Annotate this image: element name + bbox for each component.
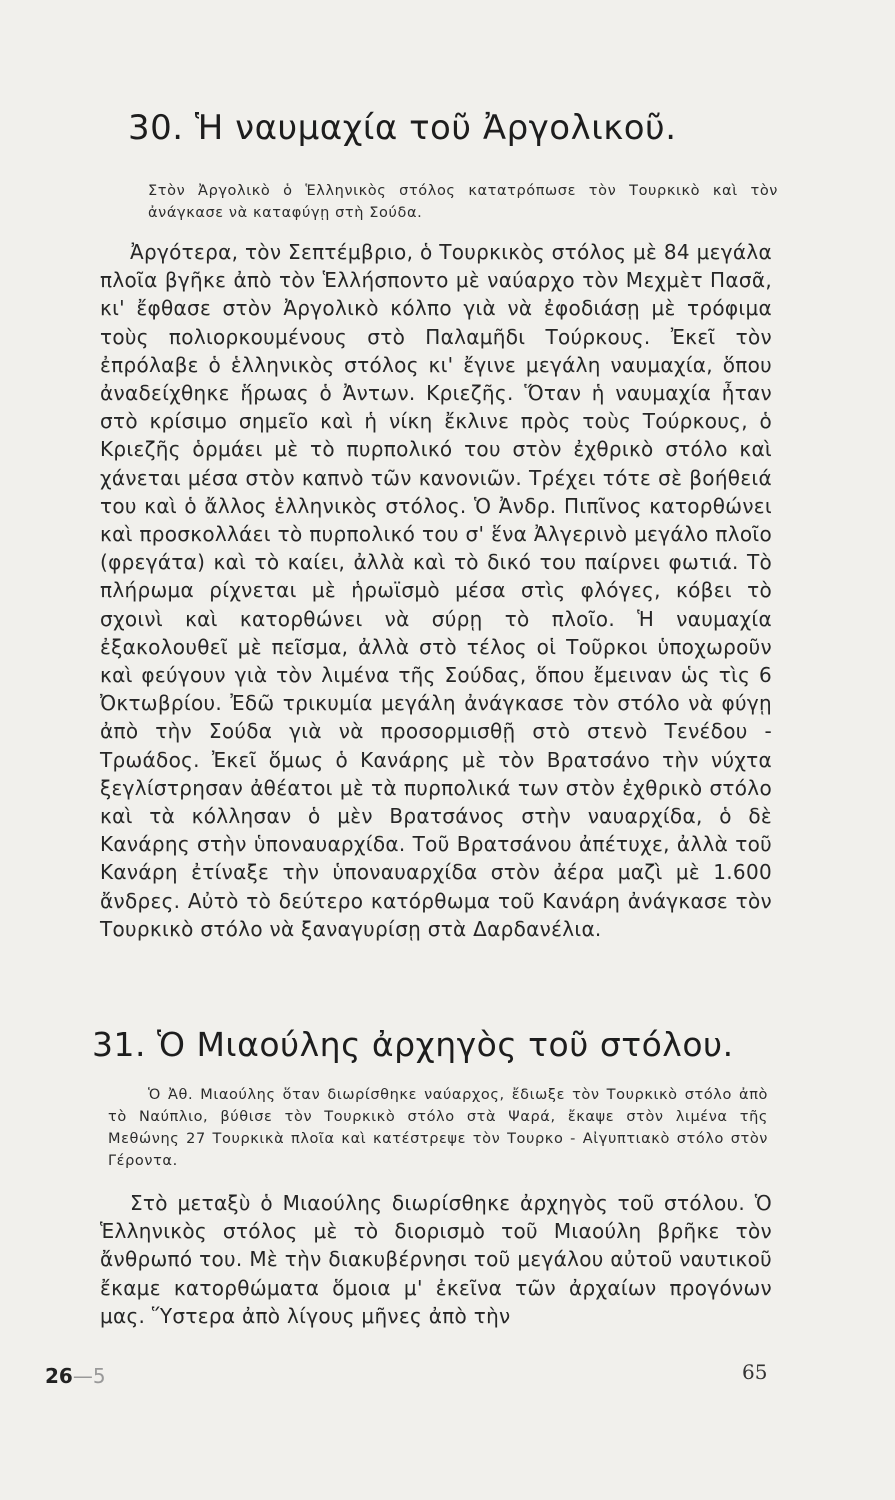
section-30-summary: Στὸν Ἀργολικὸ ὁ Ἑλληνικὸς στόλος κατατρόπωσε τὸν Τουρκικὸ καὶ τὸν ἀνάγκασε νὰ καταφύγῃ στὴ Σούδα. [148, 183, 778, 221]
section-31-title: 31. Ὁ Μιαούλης ἀρχηγὸς τοῦ στόλου. [92, 1025, 734, 1064]
section-31-summary: Ὁ Ἀθ. Μιαούλης ὅταν διωρίσθηκε ναύαρχος, ἔδιωξε τὸν Τουρκικὸ στόλο ἀπὸ τὸ Ναύπλιο, βύθισε τὸν Τουρκικὸ στόλο στὰ Ψαρά, ἔκαψε στὸν λιμένα τῆς Μεθώνης 27 Τουρκικὰ πλοῖα καὶ κατέστρεψε τὸν Τουρκο - Αἰγυπτιακὸ στόλο στὸν Γέροντα. [108, 1087, 768, 1169]
section-30-body: Ἀργότερα, τὸν Σεπτέμβριο, ὁ Τουρκικὸς στόλος μὲ 84 μεγάλα πλοῖα βγῆκε ἀπὸ τὸν Ἑλλήσποντο μὲ ναύαρχο τὸν Μεχμὲτ Πασᾶ, κι' ἔφθασε στὸν Ἀργολικὸ κόλπο γιὰ νὰ ἐφοδιάσῃ μὲ τρόφιμα τοὺς πολιορκουμένους στὸ Παλαμῆδι Τούρκους. Ἐκεῖ τὸν ἐπρόλαβε ὁ ἑλληνικὸς στόλος κι' ἔγινε μεγάλη ναυμαχία, ὅπου ἀναδείχθηκε ἥρωας ὁ Ἀντων. Κριεζῆς. Ὅταν ἡ ναυμαχία ἦταν στὸ κρίσιμο σημεῖο καὶ ἡ νίκη ἔκλινε πρὸς τοὺς Τούρκους, ὁ Κριεζῆς ὁρμάει μὲ τὸ πυρπολικό του στὸν ἐχθρικὸ στόλο καὶ χάνεται μέσα στὸν καπνὸ τῶν κανονιῶν. Τρέχει τότε σὲ βοήθειά του καὶ ὁ ἄλλος ἑλληνικὸς στόλος. Ὁ Ἀνδρ. Πιπῖνος κατορθώνει καὶ προσκολλάει τὸ πυρπολικό του σ' ἕνα Ἀλγερινὸ μεγάλο πλοῖο (φρεγάτα) καὶ τὸ καίει, ἀλλὰ καὶ τὸ δικό του παίρνει φωτιά. Τὸ πλήρωμα ρίχνεται μὲ ἡρωϊσμὸ μέσα στὶς φλόγες, κόβει τὸ σχοινὶ καὶ κατορθώνει νὰ σύρῃ τὸ πλοῖο. Ἡ ναυμαχία ἐξακολουθεῖ μὲ πεῖσμα, ἀλλὰ στὸ τέλος οἱ Τοῦρκοι ὑποχωροῦν καὶ φεύγουν γιὰ τὸν λιμένα τῆς Σούδας, ὅπου ἔμειναν ὡς τὶς 6 Ὀκτωβρίου. Ἐδῶ τρικυμία μεγάλη ἀνάγκασε τὸν στόλο νὰ φύγῃ ἀπὸ τὴν Σούδα γιὰ νὰ προσορμισθῇ στὸ στενὸ Τενέδου - Τρωάδος. Ἐκεῖ ὅμως ὁ Κανάρης μὲ τὸν Βρατσάνο τὴν νύχτα ξεγλίστρησαν ἀθέατοι μὲ τὰ πυρπολικά των στὸν ἐχθρικὸ στόλο καὶ τὰ κόλλησαν ὁ μὲν Βρατσάνος στὴν ναυαρχίδα, ὁ δὲ Κανάρης στὴν ὑποναυαρχίδα. Τοῦ Βρατσάνου ἀπέτυχε, ἀλλὰ τοῦ Κανάρη ἐτίναξε τὴν ὑποναυαρχίδα στὸν ἀέρα μαζὶ μὲ 1.600 ἄνδρες. Αὐτὸ τὸ δεύτερο κατόρθωμα τοῦ Κανάρη ἀνάγκασε τὸν Τουρκικὸ στόλο νὰ ξαναγυρίσῃ στὰ Δαρδανέλια. [100, 240, 772, 941]
signature-number: 26 [45, 1364, 73, 1388]
page-number: 65 [742, 1360, 768, 1384]
printer-signature [45, 1364, 106, 1388]
section-30-title: 30. Ἡ ναυμαχία τοῦ Ἀργολικοῦ. [128, 108, 677, 148]
signature-suffix: —5 [72, 1364, 106, 1388]
section-31-body: Στὸ μεταξὺ ὁ Μιαούλης διωρίσθηκε ἀρχηγὸς τοῦ στόλου. Ὁ Ἑλληνικὸς στόλος μὲ τὸ διορισμὸ τοῦ Μιαούλη βρῆκε τὸν ἄνθρωπό του. Μὲ τὴν διακυβέρνησι τοῦ μεγάλου αὐτοῦ ναυτικοῦ ἔκαμε κατορθώματα ὅμοια μ' ἐκεῖνα τῶν ἀρχαίων προγόνων μας. Ὕστερα ἀπὸ λίγους μῆνες ἀπὸ τὴν [100, 1191, 772, 1328]
